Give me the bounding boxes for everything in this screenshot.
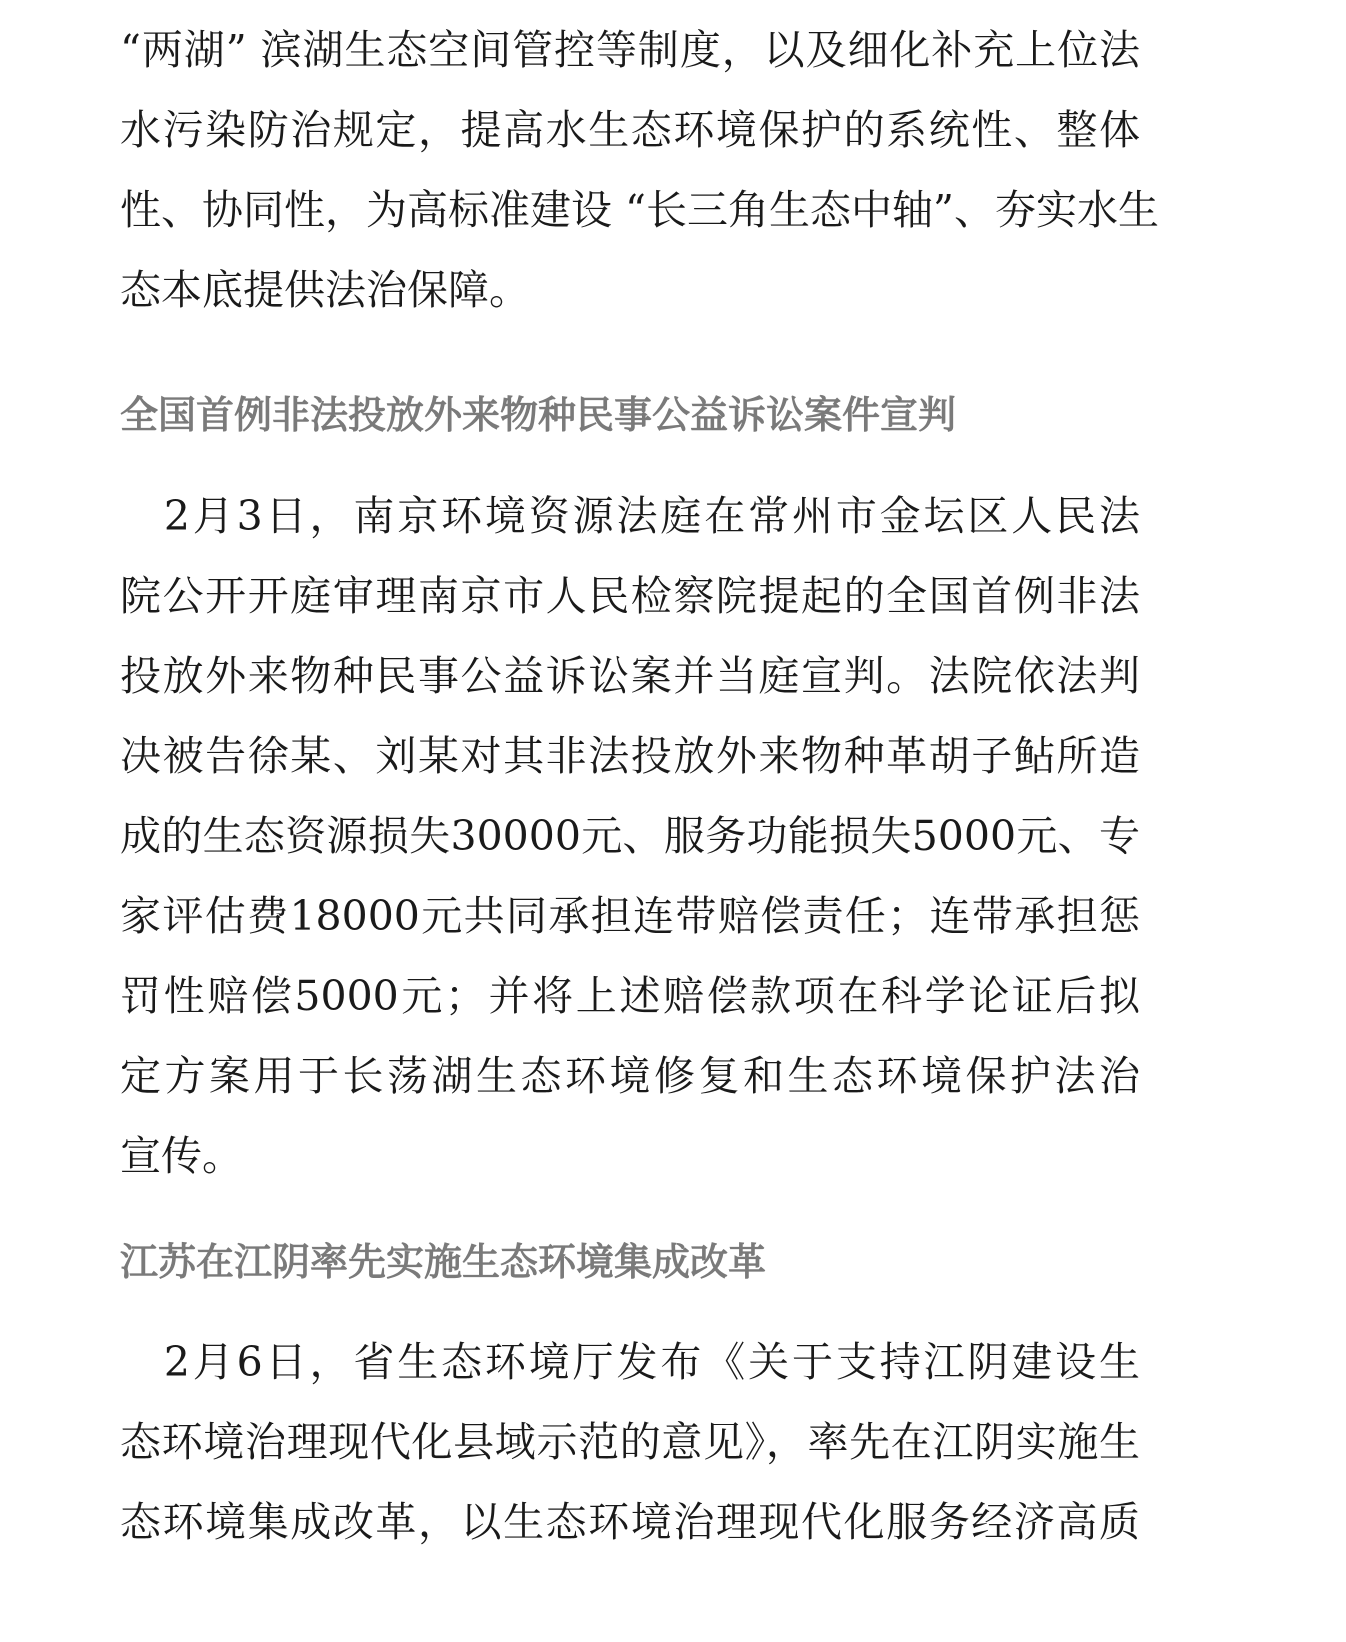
- text-line: “两湖” 滨湖生态空间管控等制度，以及细化补充上位法: [120, 26, 1140, 74]
- text-line: 罚性赔偿5000元；并将上述赔偿款项在科学论证后拟: [120, 972, 1140, 1020]
- text-line: 宣传。: [120, 1132, 243, 1180]
- text-line: 态环境治理现代化县域示范的意见》，率先在江阴实施生: [120, 1418, 1140, 1466]
- text-line: 定方案用于长荡湖生态环境修复和生态环境保护法治: [120, 1052, 1140, 1100]
- text-line: 家评估费18000元共同承担连带赔偿责任；连带承担惩: [120, 892, 1140, 940]
- text-line: 性、协同性，为高标准建设 “长三角生态中轴”、夯实水生: [120, 186, 1159, 234]
- paragraph-1: [120, 10, 1159, 330]
- text-line: 2月3日，南京环境资源法庭在常州市金坛区人民法: [120, 492, 1140, 540]
- text-line: 态本底提供法治保障。: [120, 266, 530, 314]
- text-line: 决被告徐某、刘某对其非法投放外来物种革胡子鲇所造: [120, 732, 1140, 780]
- text-line: 态环境集成改革，以生态环境治理现代化服务经济高质: [120, 1498, 1140, 1546]
- paragraph-2: [120, 476, 1140, 1196]
- section-heading-1: 全国首例非法投放外来物种民事公益诉讼案件宣判: [120, 393, 957, 437]
- text-line: 投放外来物种民事公益诉讼案并当庭宣判。法院依法判: [120, 652, 1140, 700]
- paragraph-3: [120, 1322, 1140, 1562]
- section-heading-2: 江苏在江阴率先实施生态环境集成改革: [120, 1240, 767, 1284]
- text-line: 成的生态资源损失30000元、服务功能损失5000元、专: [120, 812, 1140, 860]
- text-line: 2月6日，省生态环境厅发布《关于支持江阴建设生: [120, 1338, 1140, 1386]
- text-line: 院公开开庭审理南京市人民检察院提起的全国首例非法: [120, 572, 1140, 620]
- text-line: 水污染防治规定，提高水生态环境保护的系统性、整体: [120, 106, 1140, 154]
